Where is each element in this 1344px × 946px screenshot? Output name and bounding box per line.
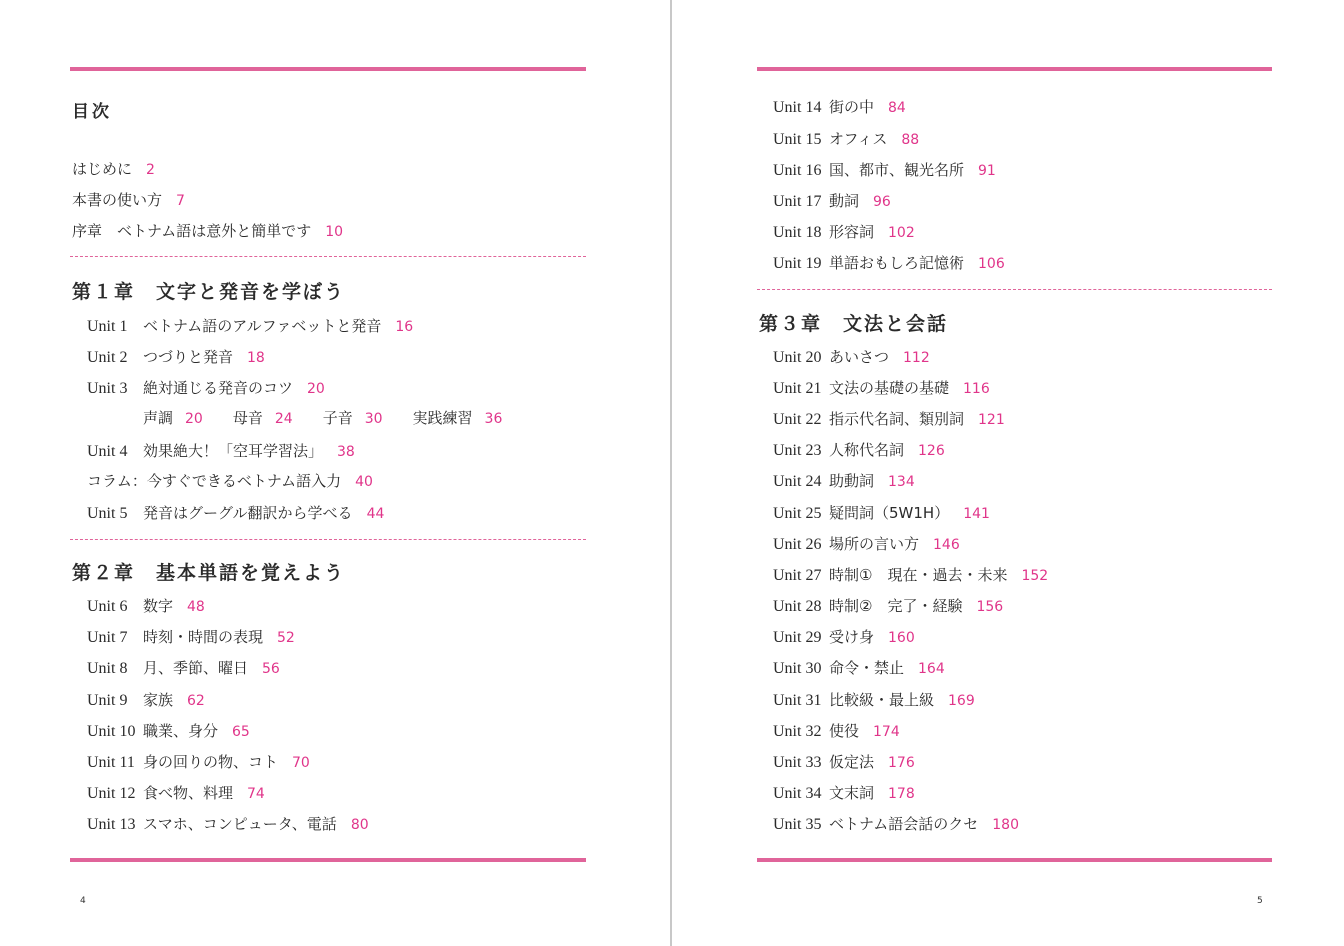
toc-entry-unit-16[interactable] [773, 160, 996, 180]
toc-entry-unit-12[interactable] [87, 783, 265, 803]
top-rule [757, 67, 1272, 71]
page-number: 169 [948, 693, 975, 709]
entry-label: 数字 [143, 597, 174, 615]
unit-number: Unit 12 [87, 785, 136, 802]
toc-entry-unit-15[interactable] [773, 129, 919, 149]
page-number: 20 [307, 381, 325, 397]
entry-label: 絶対通じる発音のコツ [143, 379, 294, 397]
unit-number: Unit 19 [773, 255, 822, 272]
unit-number: Unit 24 [773, 473, 822, 490]
page-number: 24 [274, 411, 293, 427]
toc-entry-unit-3[interactable] [87, 378, 325, 398]
entry-label: スマホ、コンピュータ、電話 [143, 815, 337, 833]
entry-label: 単語おもしろ記憶術 [829, 254, 965, 272]
entry-label: コラム：今すぐできるベトナム語入力 [87, 472, 342, 490]
unit-number: Unit 7 [87, 629, 128, 646]
subsection-practice[interactable] [413, 408, 503, 429]
toc-entry-unit-7[interactable] [87, 627, 295, 647]
unit-number: Unit 35 [773, 816, 822, 833]
page-number: 30 [364, 411, 383, 427]
unit-number: Unit 25 [773, 505, 822, 522]
page-number: 10 [325, 224, 344, 240]
divider [757, 289, 1272, 290]
entry-label: 時刻・時間の表現 [143, 628, 264, 646]
unit-number: Unit 8 [87, 660, 128, 677]
entry-label: 動詞 [829, 192, 860, 210]
unit-number: Unit 34 [773, 785, 822, 802]
toc-entry-unit-13[interactable] [87, 814, 369, 834]
page-number: 164 [918, 661, 945, 677]
unit-number: Unit 4 [87, 443, 128, 460]
left-page [0, 0, 670, 946]
toc-entry-unit-4[interactable] [87, 441, 355, 461]
entry-label: 国、都市、観光名所 [829, 161, 965, 179]
toc-entry-unit-1[interactable] [87, 316, 413, 336]
toc-entry-unit-11[interactable] [87, 752, 310, 772]
toc-entry-unit-6[interactable] [87, 596, 205, 616]
toc-entry-unit-10[interactable] [87, 721, 250, 741]
entry-label: 時制① 現在・過去・未来 [829, 566, 1008, 584]
toc-entry-prologue[interactable] [72, 221, 343, 241]
entry-label: ベトナム語のアルファベットと発音 [143, 317, 382, 335]
unit-number: Unit 29 [773, 629, 822, 646]
toc-entry-unit-8[interactable] [87, 658, 280, 678]
toc-entry-unit-33[interactable] [773, 752, 915, 772]
page-number: 84 [888, 100, 906, 116]
unit-number: Unit 14 [773, 99, 822, 116]
toc-entry-unit-25[interactable] [773, 503, 990, 523]
toc-entry-unit-30[interactable] [773, 658, 945, 678]
toc-entry-unit-35[interactable] [773, 814, 1019, 834]
subsection-tones[interactable] [143, 408, 203, 429]
unit-number: Unit 5 [87, 505, 128, 522]
entry-label: 家族 [143, 691, 174, 709]
toc-entry-unit-29[interactable] [773, 627, 915, 647]
entry-label: 使役 [829, 722, 860, 740]
page-number: 141 [963, 506, 990, 522]
page-number: 134 [888, 474, 915, 490]
chapter-3-title: 第３章 文法と会話 [759, 313, 949, 335]
page-number: 40 [355, 474, 373, 490]
page-number: 74 [247, 786, 265, 802]
entry-label: 受け身 [829, 628, 875, 646]
page-number: 80 [350, 817, 369, 833]
entry-label: 助動詞 [829, 472, 875, 490]
entry-label: 本書の使い方 [72, 191, 163, 209]
entry-label: 人称代名詞 [829, 441, 905, 459]
unit-number: Unit 3 [87, 380, 128, 397]
page-number: 70 [292, 755, 310, 771]
page-number: 116 [963, 381, 990, 397]
entry-label: あいさつ [829, 348, 890, 366]
toc-entry-unit-26[interactable] [773, 534, 960, 554]
unit-number: Unit 2 [87, 349, 128, 366]
page-number: 7 [176, 193, 185, 209]
subsection-vowels[interactable] [233, 408, 293, 429]
chapter-1-title: 第１章 文字と発音を学ぼう [72, 281, 346, 303]
page-number: 62 [187, 693, 205, 709]
divider [70, 256, 586, 257]
top-rule [70, 67, 586, 71]
divider [70, 539, 586, 540]
page-folio: 4 [80, 896, 86, 906]
toc-entry-unit-22[interactable] [773, 409, 1005, 429]
entry-label: 命令・禁止 [829, 659, 905, 677]
toc-entry-unit-27[interactable] [773, 565, 1048, 585]
toc-entry-unit-18[interactable] [773, 222, 915, 242]
page-number: 56 [262, 661, 280, 677]
entry-label: 形容詞 [829, 223, 875, 241]
toc-entry-unit-14[interactable] [773, 97, 906, 117]
unit-number: Unit 26 [773, 536, 822, 553]
toc-entry-unit-21[interactable] [773, 378, 990, 398]
entry-label: 声調 [143, 409, 174, 427]
unit-number: Unit 16 [773, 162, 822, 179]
entry-label: 母音 [232, 409, 263, 427]
right-page [672, 0, 1344, 946]
unit-number: Unit 33 [773, 754, 822, 771]
page-number: 106 [978, 256, 1005, 272]
entry-label: 比較級・最上級 [829, 691, 935, 709]
unit-number: Unit 30 [773, 660, 822, 677]
page-number: 18 [247, 350, 265, 366]
unit-number: Unit 22 [773, 411, 822, 428]
page-number: 160 [888, 630, 915, 646]
unit-number: Unit 17 [773, 193, 822, 210]
unit-number: Unit 23 [773, 442, 822, 459]
unit-number: Unit 20 [773, 349, 822, 366]
toc-entry-how-to-use[interactable] [72, 190, 185, 210]
toc-entry-unit-2[interactable] [87, 347, 265, 367]
entry-label: ベトナム語会話のクセ [829, 815, 979, 833]
bottom-rule [757, 858, 1272, 862]
page-number: 156 [976, 599, 1004, 615]
entry-label: はじめに [72, 160, 133, 178]
chapter-2-title: 第２章 基本単語を覚えよう [72, 562, 346, 584]
unit-number: Unit 11 [87, 754, 135, 771]
entry-label: オフィス [829, 130, 888, 148]
entry-label: 実践練習 [412, 409, 473, 427]
toc-entry-intro[interactable] [72, 159, 155, 179]
entry-label: 食べ物、料理 [143, 784, 234, 802]
entry-label: 子音 [322, 409, 353, 427]
page-number: 88 [901, 132, 920, 148]
entry-label: 街の中 [829, 98, 875, 116]
unit-number: Unit 31 [773, 692, 822, 709]
unit-number: Unit 9 [87, 692, 128, 709]
entry-label: 序章 ベトナム語は意外と簡単です [72, 222, 312, 240]
unit-number: Unit 13 [87, 816, 136, 833]
entry-label: 文法の基礎の基礎 [829, 379, 950, 397]
unit-number: Unit 32 [773, 723, 822, 740]
toc-entry-unit-34[interactable] [773, 783, 915, 803]
page-number: 44 [366, 506, 385, 522]
toc-entry-unit-32[interactable] [773, 721, 900, 741]
unit-number: Unit 27 [773, 567, 822, 584]
page-number: 20 [185, 411, 203, 427]
unit-number: Unit 1 [87, 318, 128, 335]
toc-entry-column[interactable] [87, 471, 373, 491]
page-number: 174 [873, 724, 900, 740]
toc-entry-unit-5[interactable] [87, 503, 384, 523]
page-number: 112 [903, 350, 930, 366]
page-number: 36 [484, 411, 503, 427]
entry-label: 発音はグーグル翻訳から学べる [143, 504, 353, 522]
page-number: 38 [337, 444, 355, 460]
unit-3-subsections [143, 408, 532, 428]
entry-label: つづりと発音 [143, 348, 234, 366]
entry-label: 場所の言い方 [829, 535, 920, 553]
page-number: 65 [232, 724, 250, 740]
entry-label: 指示代名詞、類別詞 [829, 410, 965, 428]
page-number: 96 [873, 194, 891, 210]
unit-number: Unit 28 [773, 598, 822, 615]
page-number: 126 [918, 443, 945, 459]
entry-label: 文末詞 [829, 784, 875, 802]
page-number: 176 [888, 755, 915, 771]
page-number: 48 [187, 599, 205, 615]
entry-label: 疑問詞（5W1H） [829, 504, 950, 522]
toc-entry-unit-31[interactable] [773, 690, 975, 710]
toc-entry-unit-20[interactable] [773, 347, 930, 367]
entry-label: 月、季節、曜日 [143, 659, 249, 677]
toc-entry-unit-9[interactable] [87, 690, 205, 710]
unit-number: Unit 6 [87, 598, 128, 615]
page-number: 180 [992, 817, 1019, 833]
entry-label: 時制② 完了・経験 [829, 597, 963, 615]
page-number: 16 [395, 319, 414, 335]
unit-number: Unit 15 [773, 131, 822, 148]
subsection-consonants[interactable] [323, 408, 383, 429]
toc-title: 目次 [72, 102, 112, 122]
entry-label: 身の回りの物、コト [143, 753, 279, 771]
unit-number: Unit 18 [773, 224, 822, 241]
unit-number: Unit 21 [773, 380, 822, 397]
toc-entry-unit-17[interactable] [773, 191, 891, 211]
page-number: 152 [1021, 568, 1049, 584]
page-number: 91 [978, 163, 996, 179]
page-number: 146 [933, 537, 960, 553]
toc-entry-unit-24[interactable] [773, 471, 915, 491]
entry-label: 職業、身分 [143, 722, 219, 740]
page-number: 178 [888, 786, 915, 802]
page-number: 2 [146, 162, 155, 178]
toc-entry-unit-28[interactable] [773, 596, 1003, 616]
page-number: 52 [277, 630, 295, 646]
page-number: 121 [978, 412, 1005, 428]
bottom-rule [70, 858, 586, 862]
unit-number: Unit 10 [87, 723, 136, 740]
entry-label: 効果絶大！「空耳学習法」 [143, 442, 324, 460]
page-folio: 5 [1257, 896, 1263, 906]
entry-label: 仮定法 [829, 753, 875, 771]
page-number: 102 [888, 225, 915, 241]
toc-entry-unit-19[interactable] [773, 253, 1005, 273]
toc-entry-unit-23[interactable] [773, 440, 945, 460]
